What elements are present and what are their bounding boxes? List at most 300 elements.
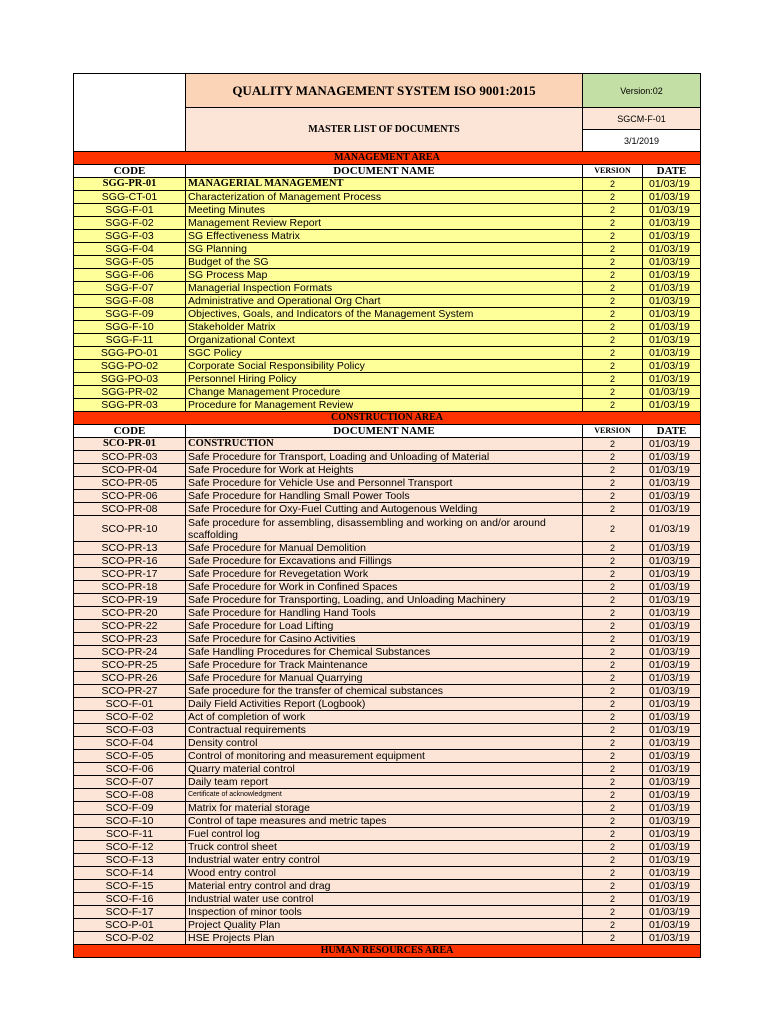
- column-header-version: VERSION: [583, 165, 643, 178]
- document-version: 2: [583, 802, 643, 815]
- table-row: [74, 243, 701, 256]
- column-header-code: CODE: [74, 425, 186, 438]
- table-row: [74, 919, 701, 932]
- table-row: [74, 607, 701, 620]
- document-name: MANAGERIAL MANAGEMENT: [186, 178, 583, 191]
- document-version: 2: [583, 217, 643, 230]
- document-code: SGG-F-06: [74, 269, 186, 282]
- document-date: 01/03/19: [643, 776, 701, 789]
- document-version: 2: [583, 178, 643, 191]
- document-name: Safe Procedure for Work at Heights: [186, 464, 583, 477]
- document-date: 01/03/19: [643, 802, 701, 815]
- document-date: 01/03/19: [643, 880, 701, 893]
- document-code: SCO-F-01: [74, 698, 186, 711]
- document-name: Safe Procedure for Handling Hand Tools: [186, 607, 583, 620]
- document-code: SCO-PR-16: [74, 555, 186, 568]
- document-code: SCO-PR-03: [74, 451, 186, 464]
- table-row: [74, 646, 701, 659]
- document-version: 2: [583, 464, 643, 477]
- document-code: SCO-PR-06: [74, 490, 186, 503]
- table-row: [74, 867, 701, 880]
- table-row: [74, 815, 701, 828]
- document-version: 2: [583, 880, 643, 893]
- document-code: SCO-F-04: [74, 737, 186, 750]
- table-row: [74, 542, 701, 555]
- document-name: Matrix for material storage: [186, 802, 583, 815]
- document-version: 2: [583, 906, 643, 919]
- header-row-1: [74, 74, 701, 108]
- table-row: [74, 438, 701, 451]
- document-name: SGC Policy: [186, 347, 583, 360]
- table-row: [74, 555, 701, 568]
- table-row: [74, 724, 701, 737]
- document-code: SCO-PR-13: [74, 542, 186, 555]
- document-date: 01/03/19: [643, 659, 701, 672]
- table-row: [74, 321, 701, 334]
- document-date: 01/03/19: [643, 230, 701, 243]
- document-version: 2: [583, 399, 643, 412]
- document-version: 2: [583, 789, 643, 802]
- document-version: 2: [583, 477, 643, 490]
- document-subtitle: MASTER LIST OF DOCUMENTS: [186, 108, 583, 152]
- document-name: Inspection of minor tools: [186, 906, 583, 919]
- document-date: 01/03/19: [643, 464, 701, 477]
- document-name: Daily Field Activities Report (Logbook): [186, 698, 583, 711]
- document-date: 01/03/19: [643, 217, 701, 230]
- document-code: SCO-F-12: [74, 841, 186, 854]
- document-name: Procedure for Management Review: [186, 399, 583, 412]
- column-header-date: DATE: [643, 425, 701, 438]
- table-row: [74, 269, 701, 282]
- document-code: SCO-PR-20: [74, 607, 186, 620]
- table-row: [74, 802, 701, 815]
- table-row: [74, 568, 701, 581]
- document-name: Industrial water use control: [186, 893, 583, 906]
- document-name: SG Process Map: [186, 269, 583, 282]
- document-code: SCO-F-16: [74, 893, 186, 906]
- document-version: 2: [583, 191, 643, 204]
- document-date: 01/03/19: [643, 308, 701, 321]
- document-version: 2: [583, 724, 643, 737]
- document-version: 2: [583, 568, 643, 581]
- document-name: Organizational Context: [186, 334, 583, 347]
- column-header-row: [74, 165, 701, 178]
- table-row: [74, 776, 701, 789]
- document-version: 2: [583, 555, 643, 568]
- document-date: 01/03/19: [643, 685, 701, 698]
- document-code: SCO-F-09: [74, 802, 186, 815]
- document-date: 01/03/19: [643, 490, 701, 503]
- document-name: Safe Procedure for Transport, Loading and Unloading of Material: [186, 451, 583, 464]
- document-version: 2: [583, 581, 643, 594]
- document-version: 2: [583, 438, 643, 451]
- document-date: 01/03/19: [643, 646, 701, 659]
- document-code: SCO-PR-27: [74, 685, 186, 698]
- document-date: 01/03/19: [643, 295, 701, 308]
- document-code: SGG-PO-01: [74, 347, 186, 360]
- column-header-name: DOCUMENT NAME: [186, 165, 583, 178]
- document-version: 2: [583, 672, 643, 685]
- document-name: Safe Procedure for Revegetation Work: [186, 568, 583, 581]
- section-header-human_resources: [74, 945, 701, 958]
- table-row: [74, 399, 701, 412]
- document-date: 01/03/19: [643, 360, 701, 373]
- column-header-date: DATE: [643, 165, 701, 178]
- document-code: SGG-F-11: [74, 334, 186, 347]
- document-date: 01/03/19: [643, 542, 701, 555]
- table-row: [74, 464, 701, 477]
- table-row: [74, 282, 701, 295]
- table-row: [74, 191, 701, 204]
- document-version: 2: [583, 698, 643, 711]
- document-date: 01/03/19: [643, 607, 701, 620]
- document-version: 2: [583, 841, 643, 854]
- document-name: Safe Procedure for Track Maintenance: [186, 659, 583, 672]
- table-row: [74, 620, 701, 633]
- document-code: SCO-P-01: [74, 919, 186, 932]
- document-date: 01/03/19: [643, 321, 701, 334]
- document-code: SGG-F-10: [74, 321, 186, 334]
- document-code: SCO-PR-10: [74, 516, 186, 542]
- table-row: [74, 685, 701, 698]
- document-code: SCO-F-11: [74, 828, 186, 841]
- document-code: SCO-PR-25: [74, 659, 186, 672]
- column-header-version: VERSION: [583, 425, 643, 438]
- table-row: [74, 906, 701, 919]
- document-version: 2: [583, 815, 643, 828]
- document-version: 2: [583, 347, 643, 360]
- document-version: 2: [583, 633, 643, 646]
- section-title: MANAGEMENT AREA: [74, 152, 701, 165]
- document-date: 01/03/19: [643, 906, 701, 919]
- table-row: [74, 659, 701, 672]
- document-name: Daily team report: [186, 776, 583, 789]
- document-code: SCO-F-06: [74, 763, 186, 776]
- document-code: SCO-PR-19: [74, 594, 186, 607]
- document-code: SGG-PO-02: [74, 360, 186, 373]
- document-code: SCO-PR-18: [74, 581, 186, 594]
- table-row: [74, 230, 701, 243]
- table-row: [74, 347, 701, 360]
- document-code: SCO-F-15: [74, 880, 186, 893]
- document-date: 01/03/19: [643, 750, 701, 763]
- document-date: 01/03/19: [643, 854, 701, 867]
- table-row: [74, 698, 701, 711]
- document-version: 2: [583, 308, 643, 321]
- document-code: SCO-F-02: [74, 711, 186, 724]
- document-date: 01/03/19: [643, 633, 701, 646]
- document-name: Control of tape measures and metric tapes: [186, 815, 583, 828]
- document-name: Safe Procedure for Manual Quarrying: [186, 672, 583, 685]
- document-version: 2: [583, 594, 643, 607]
- document-name: SG Effectiveness Matrix: [186, 230, 583, 243]
- document-date: 01/03/19: [643, 373, 701, 386]
- document-date: 01/03/19: [643, 672, 701, 685]
- document-name: Material entry control and drag: [186, 880, 583, 893]
- document-date: 01/03/19: [643, 815, 701, 828]
- document-code: SCO-F-07: [74, 776, 186, 789]
- document-date: 01/03/19: [643, 698, 701, 711]
- document-date: 01/03/19: [643, 386, 701, 399]
- document-date: 01/03/19: [643, 256, 701, 269]
- table-row: [74, 490, 701, 503]
- table-row: [74, 373, 701, 386]
- document-name: CONSTRUCTION: [186, 438, 583, 451]
- document-date: 01/03/19: [643, 477, 701, 490]
- document-date: 01/03/19: [643, 828, 701, 841]
- table-row: [74, 789, 701, 802]
- document-name: Safe Handling Procedures for Chemical Substances: [186, 646, 583, 659]
- document-version: 2: [583, 646, 643, 659]
- document-version: 2: [583, 243, 643, 256]
- document-date: 01/03/19: [643, 932, 701, 945]
- document-version: 2: [583, 828, 643, 841]
- document-name: Personnel Hiring Policy: [186, 373, 583, 386]
- document-code: SCO-F-03: [74, 724, 186, 737]
- document-name: HSE Projects Plan: [186, 932, 583, 945]
- document-date: 01/03/19: [643, 867, 701, 880]
- table-row: [74, 451, 701, 464]
- document-date: 01/03/19: [643, 282, 701, 295]
- document-code: SGG-CT-01: [74, 191, 186, 204]
- document-version: 2: [583, 776, 643, 789]
- document-version: 2: [583, 321, 643, 334]
- document-version: 2: [583, 659, 643, 672]
- table-row: [74, 204, 701, 217]
- table-row: [74, 360, 701, 373]
- document-name: Safe Procedure for Oxy-Fuel Cutting and Autogenous Welding: [186, 503, 583, 516]
- document-name: Stakeholder Matrix: [186, 321, 583, 334]
- document-code: SGG-F-09: [74, 308, 186, 321]
- document-code: SGG-PO-03: [74, 373, 186, 386]
- document-date: 01/03/19: [643, 204, 701, 217]
- document-version: 2: [583, 269, 643, 282]
- document-name: Safe Procedure for Vehicle Use and Personnel Transport: [186, 477, 583, 490]
- document-version: 2: [583, 373, 643, 386]
- document-date: 01/03/19: [643, 191, 701, 204]
- document-code: SCO-PR-23: [74, 633, 186, 646]
- document-version: 2: [583, 516, 643, 542]
- document-name: Certificate of acknowledgment: [186, 789, 583, 802]
- section-header-construction: [74, 412, 701, 425]
- document-date: 01/03/19: [643, 178, 701, 191]
- section-title: CONSTRUCTION AREA: [74, 412, 701, 425]
- document-name: Safe Procedure for Excavations and Fillings: [186, 555, 583, 568]
- document-name: Characterization of Management Process: [186, 191, 583, 204]
- document-version: 2: [583, 204, 643, 217]
- table-row: [74, 893, 701, 906]
- document-date: 01/03/19: [643, 594, 701, 607]
- document-version: 2: [583, 893, 643, 906]
- table-row: [74, 386, 701, 399]
- table-row: [74, 516, 701, 542]
- document-name: Safe Procedure for Transporting, Loading, and Unloading Machinery: [186, 594, 583, 607]
- document-version: 2: [583, 295, 643, 308]
- document-version: 2: [583, 503, 643, 516]
- document-date: 01/03/19: [643, 555, 701, 568]
- document-version: 2: [583, 867, 643, 880]
- document-name: Administrative and Operational Org Chart: [186, 295, 583, 308]
- document-code: SGG-F-05: [74, 256, 186, 269]
- version-label: Version:02: [583, 74, 701, 108]
- document-date: 01/03/19: [643, 763, 701, 776]
- column-header-row: [74, 425, 701, 438]
- document-code: SCO-F-05: [74, 750, 186, 763]
- table-row: [74, 880, 701, 893]
- document-code: SGG-PR-03: [74, 399, 186, 412]
- document-name: Safe Procedure for Casino Activities: [186, 633, 583, 646]
- document-version: 2: [583, 386, 643, 399]
- section-header-management: [74, 152, 701, 165]
- document-version: 2: [583, 932, 643, 945]
- document-code: SCO-PR-08: [74, 503, 186, 516]
- document-name: Safe Procedure for Load Lifting: [186, 620, 583, 633]
- document-code: SGG-F-04: [74, 243, 186, 256]
- document-version: 2: [583, 451, 643, 464]
- document-code: SCO-F-14: [74, 867, 186, 880]
- document-version: 2: [583, 334, 643, 347]
- document-name: Budget of the SG: [186, 256, 583, 269]
- document-version: 2: [583, 685, 643, 698]
- document-code: SCO-F-10: [74, 815, 186, 828]
- table-row: [74, 503, 701, 516]
- document-date: 01/03/19: [643, 451, 701, 464]
- document-code: SCO-PR-17: [74, 568, 186, 581]
- document-code: SGCM-F-01: [583, 108, 701, 130]
- document-date: 01/03/19: [643, 711, 701, 724]
- document-code: SGG-F-03: [74, 230, 186, 243]
- document-date: 01/03/19: [643, 503, 701, 516]
- document-version: 2: [583, 542, 643, 555]
- document-version: 2: [583, 490, 643, 503]
- table-row: [74, 178, 701, 191]
- document-version: 2: [583, 737, 643, 750]
- document-name: Quarry material control: [186, 763, 583, 776]
- document-name: Truck control sheet: [186, 841, 583, 854]
- document-code: SGG-F-07: [74, 282, 186, 295]
- document-version: 2: [583, 607, 643, 620]
- document-name: Safe Procedure for Manual Demolition: [186, 542, 583, 555]
- document-date: 01/03/19: [643, 581, 701, 594]
- document-name: Control of monitoring and measurement equipment: [186, 750, 583, 763]
- document-name: Safe Procedure for Handling Small Power Tools: [186, 490, 583, 503]
- document-date: 01/03/19: [643, 334, 701, 347]
- document-date: 01/03/19: [643, 568, 701, 581]
- table-row: [74, 763, 701, 776]
- table-row: [74, 828, 701, 841]
- table-row: [74, 295, 701, 308]
- document-code: SCO-P-02: [74, 932, 186, 945]
- document-title: QUALITY MANAGEMENT SYSTEM ISO 9001:2015: [186, 74, 583, 108]
- table-row: [74, 932, 701, 945]
- document-code: SCO-PR-24: [74, 646, 186, 659]
- document-name: Industrial water entry control: [186, 854, 583, 867]
- section-title: HUMAN RESOURCES AREA: [74, 945, 701, 958]
- document-code: SCO-PR-22: [74, 620, 186, 633]
- document-code: SCO-F-08: [74, 789, 186, 802]
- document-name: Fuel control log: [186, 828, 583, 841]
- document-code: SCO-PR-05: [74, 477, 186, 490]
- document-name: Wood entry control: [186, 867, 583, 880]
- table-row: [74, 737, 701, 750]
- document-version: 2: [583, 620, 643, 633]
- document-name: Safe Procedure for Work in Confined Spaces: [186, 581, 583, 594]
- document-date: 01/03/19: [643, 789, 701, 802]
- table-row: [74, 672, 701, 685]
- document-date: 3/1/2019: [583, 130, 701, 152]
- document-code: SGG-PR-02: [74, 386, 186, 399]
- document-date: 01/03/19: [643, 737, 701, 750]
- document-code: SCO-PR-01: [74, 438, 186, 451]
- table-row: [74, 477, 701, 490]
- document-code: SGG-F-01: [74, 204, 186, 217]
- table-row: [74, 841, 701, 854]
- document-name: Density control: [186, 737, 583, 750]
- document-version: 2: [583, 750, 643, 763]
- document-name: SG Planning: [186, 243, 583, 256]
- document-name: Safe procedure for the transfer of chemical substances: [186, 685, 583, 698]
- document-version: 2: [583, 256, 643, 269]
- document-date: 01/03/19: [643, 243, 701, 256]
- document-version: 2: [583, 919, 643, 932]
- document-name: Contractual requirements: [186, 724, 583, 737]
- table-row: [74, 581, 701, 594]
- document-version: 2: [583, 230, 643, 243]
- document-date: 01/03/19: [643, 893, 701, 906]
- document-name: Change Management Procedure: [186, 386, 583, 399]
- document-version: 2: [583, 711, 643, 724]
- table-row: [74, 633, 701, 646]
- document-date: 01/03/19: [643, 269, 701, 282]
- document-code: SGG-F-02: [74, 217, 186, 230]
- table-row: [74, 594, 701, 607]
- document-date: 01/03/19: [643, 620, 701, 633]
- table-row: [74, 334, 701, 347]
- table-row: [74, 711, 701, 724]
- master-list-table: [73, 73, 701, 958]
- table-row: [74, 217, 701, 230]
- document-code: SCO-F-17: [74, 906, 186, 919]
- document-code: SGG-F-08: [74, 295, 186, 308]
- document-name: Safe procedure for assembling, disassembling and working on and/or around scaffolding: [186, 516, 583, 542]
- column-header-code: CODE: [74, 165, 186, 178]
- document-date: 01/03/19: [643, 724, 701, 737]
- document-name: Meeting Minutes: [186, 204, 583, 217]
- document-date: 01/03/19: [643, 399, 701, 412]
- column-header-name: DOCUMENT NAME: [186, 425, 583, 438]
- table-row: [74, 308, 701, 321]
- document-name: Management Review Report: [186, 217, 583, 230]
- document-code: SCO-F-13: [74, 854, 186, 867]
- document-date: 01/03/19: [643, 347, 701, 360]
- document-code: SCO-PR-26: [74, 672, 186, 685]
- document-date: 01/03/19: [643, 841, 701, 854]
- document-version: 2: [583, 282, 643, 295]
- table-row: [74, 750, 701, 763]
- document-date: 01/03/19: [643, 438, 701, 451]
- document-version: 2: [583, 360, 643, 373]
- document-name: Managerial Inspection Formats: [186, 282, 583, 295]
- document-code: SGG-PR-01: [74, 178, 186, 191]
- document-date: 01/03/19: [643, 516, 701, 542]
- document-version: 2: [583, 763, 643, 776]
- document-name: Project Quality Plan: [186, 919, 583, 932]
- logo-cell: [74, 74, 186, 152]
- document-date: 01/03/19: [643, 919, 701, 932]
- table-row: [74, 854, 701, 867]
- document-name: Act of completion of work: [186, 711, 583, 724]
- document-version: 2: [583, 854, 643, 867]
